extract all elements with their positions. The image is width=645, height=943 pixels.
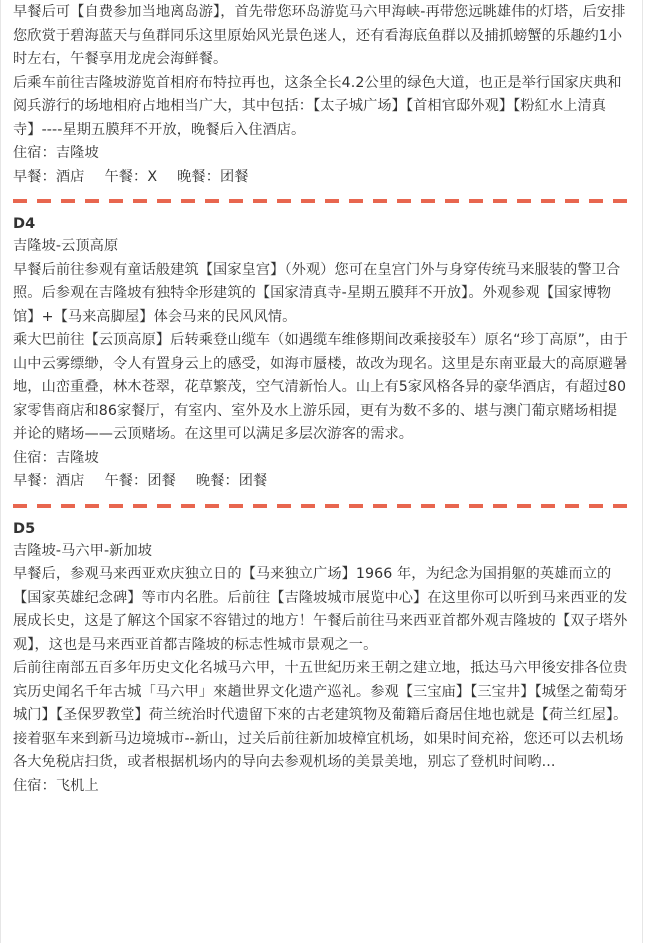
d4-lunch: 午餐：团餐: [104, 473, 176, 489]
itinerary-content: [13, 0, 628, 798]
day-section-d4: [13, 213, 628, 494]
d3-paragraph-1: 早餐后可【自费参加当地离岛游】，首先带您环岛游览马六甲海峡-再带您远眺雄伟的灯塔，后安排您欣赏于碧海蓝天与鱼群同乐这里原始风光景色迷人，还有看海底鱼群以及捕抓螃蟹的乐趣约1小时左右，午餐享用龙虎会海鲜餐。: [13, 4, 626, 67]
d5-lodging: 住宿：飞机上: [13, 777, 99, 794]
d3-lodging: 住宿：吉隆坡: [13, 145, 99, 161]
d4-lodging: 住宿：吉隆坡: [13, 449, 99, 466]
section-divider: [13, 199, 628, 203]
d5-paragraph-2: 后前往南部五百多年历史文化名城马六甲，十五世紀历来王朝之建立地，抵达马六甲後安排各位贵宾历史闻名千年古城「马六甲」來趟世界文化遗产巡礼。参观【三宝庙】【三宝井】【城堡之葡萄牙城门】【圣保罗教堂】荷兰统治时代遗留下來的古老建筑物及葡籍后裔居住地也就是【荷兰红屋】。: [13, 660, 628, 723]
d5-paragraph-1: 早餐后，参观马来西亚欢庆独立日的【马来独立广场】1966 年，为纪念为国捐躯的英雄而立的【国家英雄纪念碑】等市内名胜。后前往【吉隆坡城市展览中心】在这里你可以听到马来西亚的发展成长史，这是了解这个国家不容错过的地方！午餐后前往马来西亚首都外观吉隆坡的【双子塔外观】，这也是马来西亚首都吉隆坡的标志性城市景观之一。: [13, 566, 628, 653]
d4-paragraph-1: 早餐后前往参观有童话般建筑【国家皇宫】（外观）您可在皇宫门外与身穿传统马来服装的警卫合照。后参观在吉隆坡有独特伞形建筑的【国家清真寺-星期五膜拜不开放】。外观参观【国家博物馆】+【马来高脚屋】体会马来的民风风情。: [13, 261, 621, 325]
d3-breakfast: 早餐：酒店: [13, 168, 85, 185]
d3-meals: [13, 166, 628, 190]
d4-day-label: D4: [13, 216, 36, 232]
day-section-d5: [13, 518, 628, 799]
d5-paragraph-3: 接着驱车来到新马边境城市--新山，过关后前往新加坡樟宜机场，如果时间充裕，您还可以去机场各大免税店扫货，或者根据机场内的导向去参观机场的美景美地，别忘了登机时间哟...: [13, 730, 624, 770]
d5-day-label: D5: [13, 520, 36, 537]
d4-route: 吉隆坡-云顶高原: [13, 238, 119, 254]
d3-dinner: 晚餐：团餐: [177, 168, 249, 185]
d4-breakfast: 早餐：酒店: [13, 473, 85, 489]
d4-meals: [13, 470, 628, 494]
d3-paragraph-2: 后乘车前往吉隆坡游览首相府布特拉再也，这条全长4.2公里的绿色大道，也正是举行国家庆典和阅兵游行的场地相府占地相当广大，其中包括：【太子城广场】【首相官邸外观】【粉紅水上清真寺】----星期五膜拜不开放，晚餐后入住酒店。: [13, 74, 622, 138]
d3-lunch: 午餐：X: [104, 168, 158, 185]
d5-route: 吉隆坡-马六甲-新加坡: [13, 542, 153, 559]
d4-dinner: 晚餐：团餐: [195, 473, 268, 489]
section-divider: [13, 504, 628, 508]
day-section-d3: [13, 0, 628, 189]
d4-paragraph-2: 乘大巴前往【云顶高原】后转乘登山缆车（如遇缆车维修期间改乘接驳车）原名“珍丁高原”，由于山中云雾缥缈，令人有置身云上的感受，如海市蜃楼，故改为现名。这里是东南亚最大的高原避暑地，山峦重叠，林木苍翠，花草繁茂，空气清新怡人。山上有5家风格各异的豪华酒店，有超过80家零售商店和86家餐厅，有室内、室外及水上游乐园，更有为数不多的、堪与澳门葡京赌场相提并论的赌场——云顶赌场。在这里可以满足多层次游客的需求。: [13, 332, 628, 442]
